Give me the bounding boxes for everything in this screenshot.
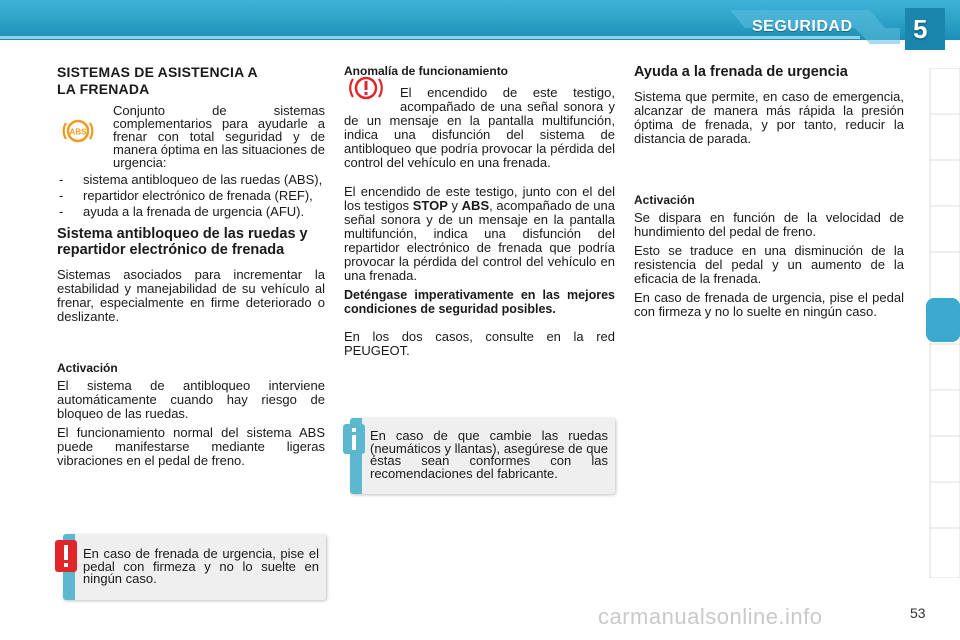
emergency-intro: Sistema que permite, en caso de emergencia, alcanzar de manera más rápida la presión óptima de frenada, y por tanto, reducir la distancia de parada. [634,89,904,146]
abs-text: Sistemas asociados para incrementar la estabilidad y manejabilidad de su vehículo al frenar, especialmente en firme deteriorado o deslizante. [57,267,325,324]
chapter-tabs [926,68,960,578]
list-item: - sistema antibloqueo de las ruedas (ABS), [57,173,325,186]
intro-text: Conjunto de sistemas complementarios para ayudarle a frenar con total seguridad y de manera óptima en las situaciones de urgencia: [113,103,325,170]
middle-column [344,64,615,363]
list-item: - repartidor electrónico de frenada (REF), [57,189,325,202]
activation-text-2: El funcionamiento normal del sistema ABS puede manifestarse mediante ligeras vibraciones en el pedal de freno. [57,425,325,468]
malfunction-heading: Anomalía de funcionamiento [344,64,509,78]
exclamation-icon [55,540,77,572]
stop-label: STOP [412,198,448,213]
section-heading-line1: SISTEMAS DE ASISTENCIA A [57,64,258,80]
header-title: SEGURIDAD [752,18,853,35]
abs-icon-label: ABS [69,127,87,137]
info-icon [343,424,365,454]
malfunction-text-2: El encendido de este testigo, junto con el del los testigos STOP y ABS, acompañado de una señal sonora y de un mensaje en la pantalla multifunción, indica una disfunción del repartidor electrónico de frenada que podría provocar la pérdida del control del vehículo en una frenada. [344,184,615,283]
info-note-text: En caso de que cambie las ruedas (neumáticos y llantas), asegúrese de que éstas sean conformes con las recomendaciones del fabricante. [370,428,608,481]
activation-text-1: El sistema de antibloqueo interviene automáticamente cuando hay riesgo de bloqueo de las ruedas. [57,378,325,421]
header-band [0,0,960,52]
malfunction-block [344,62,615,170]
right-activation-text-3: En caso de frenada de urgencia, pise el pedal con firmeza y no lo suelte en ningún caso. [634,290,904,319]
abs-label: ABS [461,198,490,213]
stop-warning-text: Deténgase imperativamente en las mejores condiciones de seguridad posibles. [344,288,615,316]
emergency-heading: Ayuda a la frenada de urgencia [634,64,848,80]
list-item: - ayuda a la frenada de urgencia (AFU). [57,205,325,218]
malfunction-text-1: El encendido de este testigo, acompañado de una señal sonora y de un mensaje en la pantalla multifunción, indica una disfunción del sistema de antibloqueo que podría provocar la pérdida del control del vehículo en una frenada. [344,85,615,170]
activation-heading: Activación [57,361,118,375]
intro-block [57,104,325,169]
right-activation-text-1: Se dispara en función de la velocidad de hundimiento del pedal de freno. [634,210,904,239]
feature-list [57,173,325,218]
active-chapter-tab [926,298,960,342]
right-activation-text-2: Esto se traduce en una disminución de la resistencia del pedal y un aumento de la eficacia de la frenada. [634,243,904,286]
section-heading-line2: LA FRENADA [57,81,150,97]
brake-warning-icon [348,70,384,106]
watermark: carmanualsonline.info [598,604,823,629]
warning-note [63,534,326,600]
page-number: 53 [910,605,926,621]
chapter-tabs-graphic [926,68,960,578]
abs-warning-icon [61,114,95,148]
right-activation-heading: Activación [634,193,695,207]
left-column [57,64,325,473]
chapter-number: 5 [913,14,928,44]
warning-note-text: En caso de frenada de urgencia, pise el pedal con firmeza y no lo suelte en ningún caso. [83,546,319,586]
abs-heading: Sistema antibloqueo de las ruedas y repartidor electrónico de frenada [57,226,308,258]
right-column [634,64,904,324]
info-note [350,418,615,494]
consult-text: En los dos casos, consulte en la red PEUGEOT. [344,329,615,358]
